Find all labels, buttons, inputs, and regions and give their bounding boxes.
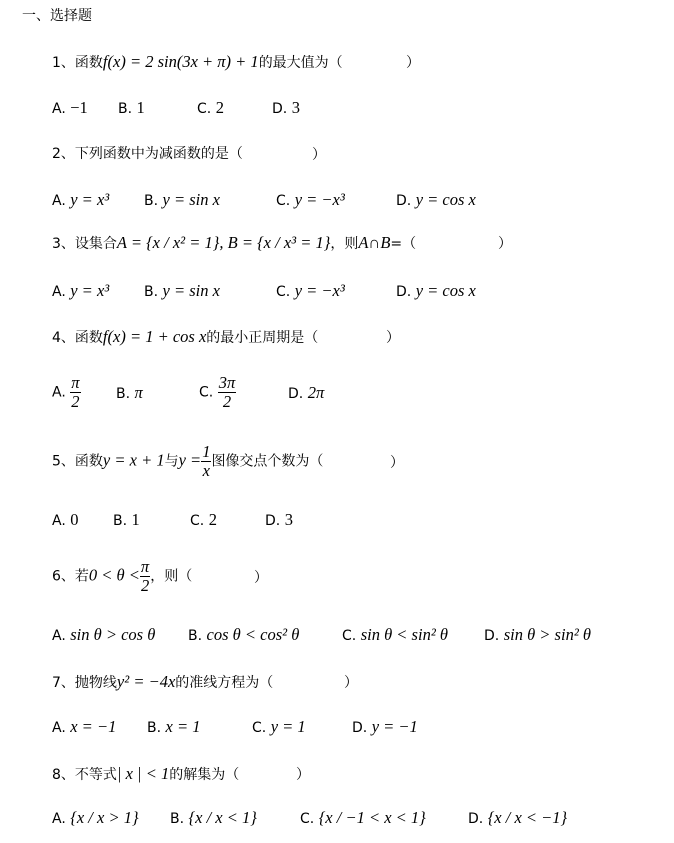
question-7 bbox=[52, 672, 273, 693]
option-d: D. y = cos x bbox=[396, 190, 476, 209]
question-number: 2、 bbox=[52, 146, 75, 162]
question-stem-text: =（ bbox=[390, 236, 417, 252]
question-4 bbox=[52, 327, 318, 348]
question-number: 4、 bbox=[52, 330, 75, 346]
question-number: 1、 bbox=[52, 55, 75, 71]
question-formula: y² = −4x bbox=[116, 672, 176, 691]
option-a: A. 0 bbox=[52, 510, 79, 529]
question-number: 8、 bbox=[52, 767, 75, 783]
answer-blank-close: ） bbox=[498, 236, 512, 252]
question-3 bbox=[52, 233, 416, 254]
option-d: D. 3 bbox=[265, 510, 293, 529]
question-8 bbox=[52, 764, 239, 785]
question-stem-text: 下列函数中为减函数的是（ bbox=[74, 146, 243, 162]
question-fraction: $\frac{\pi}{2}$ bbox=[140, 557, 150, 595]
option-c: C. 2 bbox=[197, 98, 224, 117]
option-b: B. y = sin x bbox=[144, 281, 220, 300]
option-fraction: $\frac{3\pi}{2}$ bbox=[218, 373, 236, 411]
question-6 bbox=[52, 558, 192, 595]
question-stem-text: 不等式 bbox=[74, 767, 117, 783]
question-stem-text: ，则（ bbox=[150, 568, 193, 585]
question-formula: y = bbox=[178, 450, 202, 470]
answer-blank-close: ） bbox=[406, 55, 420, 71]
option-d: D. 3 bbox=[272, 98, 300, 117]
question-formula: A = {x / x² = 1} bbox=[116, 233, 220, 252]
question-stem-text: 抛物线 bbox=[74, 675, 117, 691]
question-stem-text: 函数 bbox=[74, 55, 103, 71]
question-2 bbox=[52, 144, 243, 164]
question-formula: 0 < θ < bbox=[88, 565, 140, 585]
question-formula: | x | < 1 bbox=[116, 764, 170, 783]
option-d: D. y = −1 bbox=[352, 717, 418, 736]
answer-blank-close: ） bbox=[312, 147, 326, 163]
question-formula: f(x) = 2 sin(3x + π) + 1 bbox=[102, 52, 259, 71]
option-b: B. x = 1 bbox=[147, 717, 201, 736]
option-c: C. 2 bbox=[190, 510, 217, 529]
option-c: C. sin θ < sin² θ bbox=[342, 625, 448, 644]
question-stem-text: 的解集为（ bbox=[169, 767, 240, 783]
option-a: A. −1 bbox=[52, 98, 88, 117]
option-b: B. y = sin x bbox=[144, 190, 220, 209]
option-c: C. $\frac{3\pi}{2}$ bbox=[199, 373, 236, 411]
option-b: B. cos θ < cos² θ bbox=[188, 625, 300, 644]
option-a: A. {x / x > 1} bbox=[52, 808, 139, 827]
question-stem-text: 图像交点个数为（ bbox=[211, 453, 324, 470]
option-c: C. {x / −1 < x < 1} bbox=[300, 808, 426, 827]
answer-blank-close: ） bbox=[390, 455, 404, 471]
question-number: 5、 bbox=[52, 453, 75, 470]
option-b: B. 1 bbox=[118, 98, 145, 117]
option-d: D. {x / x < −1} bbox=[468, 808, 568, 827]
question-fraction: $\frac{1}{x}$ bbox=[202, 442, 211, 480]
option-a: A. y = x³ bbox=[52, 190, 110, 209]
question-stem-text: 函数 bbox=[74, 330, 103, 346]
option-c: C. y = 1 bbox=[252, 717, 306, 736]
option-fraction: $\frac{\pi}{2}$ bbox=[71, 373, 80, 411]
question-stem-text: 的准线方程为（ bbox=[175, 675, 274, 691]
question-stem-text: ，则 bbox=[330, 236, 359, 252]
question-stem-text: 与 bbox=[164, 453, 179, 470]
question-1 bbox=[52, 52, 343, 73]
question-formula: A∩B bbox=[358, 233, 391, 252]
option-a: A. y = x³ bbox=[52, 281, 110, 300]
option-b: B. π bbox=[116, 383, 143, 402]
question-formula: y = x + 1 bbox=[102, 450, 165, 470]
answer-blank-close: ） bbox=[296, 767, 310, 783]
question-formula: f(x) = 1 + cos x bbox=[102, 327, 207, 346]
option-c: C. y = −x³ bbox=[276, 190, 345, 209]
question-stem-text: 的最小正周期是（ bbox=[206, 330, 319, 346]
option-b: B. 1 bbox=[113, 510, 140, 529]
option-d: D. y = cos x bbox=[396, 281, 476, 300]
option-c: C. y = −x³ bbox=[276, 281, 345, 300]
option-d: D. 2π bbox=[288, 383, 325, 402]
question-stem-text: 的最大值为（ bbox=[258, 55, 343, 71]
option-b: B. {x / x < 1} bbox=[170, 808, 257, 827]
option-a: A. x = −1 bbox=[52, 717, 117, 736]
answer-blank-close: ） bbox=[344, 675, 358, 691]
question-formula: , B = {x / x³ = 1} bbox=[219, 233, 331, 252]
question-stem-text: 若 bbox=[74, 568, 89, 585]
answer-blank-close: ） bbox=[254, 570, 268, 586]
option-a: A. $\frac{\pi}{2}$ bbox=[52, 373, 80, 411]
question-number: 3、 bbox=[52, 236, 75, 252]
question-5 bbox=[52, 443, 323, 480]
section-title: 一、选择题 bbox=[22, 8, 92, 24]
question-number: 6、 bbox=[52, 568, 75, 585]
question-number: 7、 bbox=[52, 675, 75, 691]
answer-blank-close: ） bbox=[386, 330, 400, 346]
question-stem-text: 设集合 bbox=[74, 236, 117, 252]
option-a: A. sin θ > cos θ bbox=[52, 625, 156, 644]
option-d: D. sin θ > sin² θ bbox=[484, 625, 591, 644]
question-stem-text: 函数 bbox=[74, 453, 103, 470]
